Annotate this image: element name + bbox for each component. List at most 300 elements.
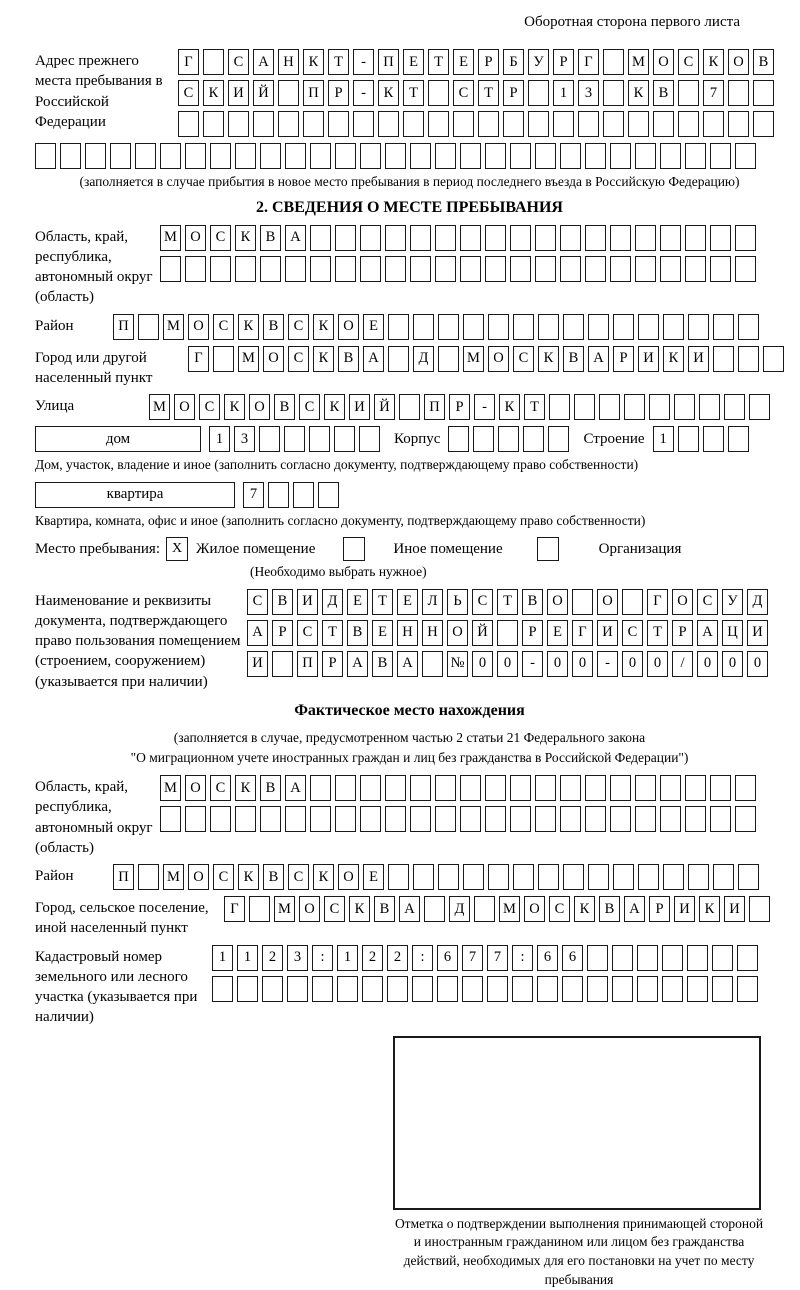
char-cell[interactable] xyxy=(260,143,281,169)
char-cell[interactable]: О xyxy=(672,589,693,615)
char-cell[interactable]: С xyxy=(288,864,309,890)
char-cell[interactable] xyxy=(235,143,256,169)
char-cell[interactable]: Т xyxy=(403,80,424,106)
char-cell[interactable] xyxy=(428,111,449,137)
char-cell[interactable] xyxy=(138,864,159,890)
char-cell[interactable]: 0 xyxy=(747,651,768,677)
char-cell[interactable] xyxy=(728,80,749,106)
char-cell[interactable]: В xyxy=(522,589,543,615)
char-cell[interactable] xyxy=(735,256,756,282)
char-cell[interactable]: М xyxy=(463,346,484,372)
char-cell[interactable]: М xyxy=(163,314,184,340)
char-cell[interactable] xyxy=(660,225,681,251)
char-cell[interactable]: В xyxy=(272,589,293,615)
char-cell[interactable]: О xyxy=(547,589,568,615)
char-cell[interactable] xyxy=(310,225,331,251)
char-cell[interactable] xyxy=(678,80,699,106)
char-cell[interactable]: № xyxy=(447,651,468,677)
char-cell[interactable] xyxy=(259,426,280,452)
char-cell[interactable]: В xyxy=(372,651,393,677)
char-cell[interactable]: Т xyxy=(322,620,343,646)
char-cell[interactable] xyxy=(660,143,681,169)
char-cell[interactable]: Е xyxy=(397,589,418,615)
char-cell[interactable]: И xyxy=(688,346,709,372)
char-cell[interactable]: К xyxy=(313,346,334,372)
char-cell[interactable] xyxy=(635,143,656,169)
char-cell[interactable] xyxy=(334,426,355,452)
char-cell[interactable]: О xyxy=(174,394,195,420)
char-cell[interactable] xyxy=(360,256,381,282)
char-cell[interactable] xyxy=(622,589,643,615)
char-cell[interactable] xyxy=(285,143,306,169)
char-cell[interactable] xyxy=(399,394,420,420)
char-cell[interactable] xyxy=(285,256,306,282)
char-cell[interactable]: М xyxy=(274,896,295,922)
char-cell[interactable] xyxy=(763,346,784,372)
char-cell[interactable] xyxy=(585,143,606,169)
char-cell[interactable]: М xyxy=(628,49,649,75)
char-cell[interactable]: О xyxy=(249,394,270,420)
char-cell[interactable] xyxy=(160,806,181,832)
char-cell[interactable]: 7 xyxy=(243,482,264,508)
char-cell[interactable] xyxy=(310,143,331,169)
char-cell[interactable] xyxy=(360,806,381,832)
char-cell[interactable]: О xyxy=(597,589,618,615)
char-cell[interactable]: С xyxy=(697,589,718,615)
char-cell[interactable] xyxy=(110,143,131,169)
char-cell[interactable] xyxy=(422,651,443,677)
char-cell[interactable]: К xyxy=(238,864,259,890)
char-cell[interactable]: О xyxy=(338,864,359,890)
char-cell[interactable]: Н xyxy=(422,620,443,646)
char-cell[interactable] xyxy=(712,976,733,1002)
char-cell[interactable]: 6 xyxy=(562,945,583,971)
char-cell[interactable]: 0 xyxy=(497,651,518,677)
char-cell[interactable] xyxy=(585,806,606,832)
char-cell[interactable] xyxy=(268,482,289,508)
char-cell[interactable] xyxy=(435,256,456,282)
char-cell[interactable]: О xyxy=(338,314,359,340)
char-cell[interactable] xyxy=(713,346,734,372)
char-cell[interactable]: Е xyxy=(372,620,393,646)
char-cell[interactable]: 1 xyxy=(212,945,233,971)
char-cell[interactable] xyxy=(285,806,306,832)
char-cell[interactable]: С xyxy=(199,394,220,420)
char-cell[interactable]: - xyxy=(353,80,374,106)
char-cell[interactable] xyxy=(437,976,458,1002)
char-cell[interactable]: К xyxy=(699,896,720,922)
char-cell[interactable] xyxy=(462,976,483,1002)
char-cell[interactable]: Е xyxy=(547,620,568,646)
char-cell[interactable]: С xyxy=(297,620,318,646)
char-cell[interactable] xyxy=(538,314,559,340)
char-cell[interactable]: 0 xyxy=(647,651,668,677)
char-cell[interactable]: 0 xyxy=(697,651,718,677)
char-cell[interactable]: Й xyxy=(253,80,274,106)
char-cell[interactable] xyxy=(460,256,481,282)
char-cell[interactable]: 1 xyxy=(337,945,358,971)
char-cell[interactable]: М xyxy=(149,394,170,420)
char-cell[interactable] xyxy=(488,864,509,890)
char-cell[interactable] xyxy=(635,225,656,251)
char-cell[interactable] xyxy=(278,80,299,106)
char-cell[interactable]: И xyxy=(747,620,768,646)
char-cell[interactable] xyxy=(185,143,206,169)
char-cell[interactable]: 3 xyxy=(234,426,255,452)
char-cell[interactable] xyxy=(318,482,339,508)
char-cell[interactable] xyxy=(478,111,499,137)
char-cell[interactable]: О xyxy=(188,314,209,340)
char-cell[interactable]: М xyxy=(163,864,184,890)
char-cell[interactable]: В xyxy=(338,346,359,372)
char-cell[interactable]: Р xyxy=(449,394,470,420)
char-cell[interactable] xyxy=(410,775,431,801)
char-cell[interactable] xyxy=(699,394,720,420)
char-cell[interactable] xyxy=(613,314,634,340)
char-cell[interactable]: В xyxy=(260,775,281,801)
char-cell[interactable] xyxy=(703,111,724,137)
char-cell[interactable] xyxy=(728,111,749,137)
char-cell[interactable]: К xyxy=(313,864,334,890)
char-cell[interactable] xyxy=(587,976,608,1002)
char-cell[interactable] xyxy=(488,314,509,340)
char-cell[interactable]: В xyxy=(263,864,284,890)
char-cell[interactable] xyxy=(735,143,756,169)
char-cell[interactable] xyxy=(359,426,380,452)
char-cell[interactable] xyxy=(710,806,731,832)
char-cell[interactable]: В xyxy=(374,896,395,922)
char-cell[interactable] xyxy=(435,806,456,832)
char-cell[interactable] xyxy=(312,976,333,1002)
char-cell[interactable] xyxy=(388,346,409,372)
char-cell[interactable]: Р xyxy=(649,896,670,922)
char-cell[interactable] xyxy=(560,256,581,282)
char-cell[interactable]: И xyxy=(724,896,745,922)
char-cell[interactable] xyxy=(710,775,731,801)
char-cell[interactable]: К xyxy=(499,394,520,420)
char-cell[interactable]: И xyxy=(247,651,268,677)
char-cell[interactable]: В xyxy=(563,346,584,372)
char-cell[interactable]: В xyxy=(263,314,284,340)
char-cell[interactable]: 0 xyxy=(547,651,568,677)
char-cell[interactable] xyxy=(435,775,456,801)
char-cell[interactable] xyxy=(660,775,681,801)
char-cell[interactable] xyxy=(735,775,756,801)
char-cell[interactable]: К xyxy=(663,346,684,372)
char-cell[interactable] xyxy=(335,806,356,832)
char-cell[interactable]: К xyxy=(235,225,256,251)
char-cell[interactable] xyxy=(753,111,774,137)
char-cell[interactable] xyxy=(212,976,233,1002)
char-cell[interactable]: 3 xyxy=(287,945,308,971)
char-cell[interactable]: С xyxy=(472,589,493,615)
char-cell[interactable]: С xyxy=(210,225,231,251)
char-cell[interactable]: : xyxy=(312,945,333,971)
char-cell[interactable] xyxy=(487,976,508,1002)
char-cell[interactable] xyxy=(574,394,595,420)
char-cell[interactable] xyxy=(360,225,381,251)
char-cell[interactable] xyxy=(610,775,631,801)
char-cell[interactable]: В xyxy=(347,620,368,646)
char-cell[interactable]: 1 xyxy=(653,426,674,452)
char-cell[interactable] xyxy=(360,143,381,169)
char-cell[interactable]: П xyxy=(113,864,134,890)
char-cell[interactable]: Л xyxy=(422,589,443,615)
char-cell[interactable]: С xyxy=(213,314,234,340)
char-cell[interactable]: Т xyxy=(478,80,499,106)
char-cell[interactable] xyxy=(388,314,409,340)
char-cell[interactable]: - xyxy=(353,49,374,75)
char-cell[interactable] xyxy=(178,111,199,137)
char-cell[interactable] xyxy=(660,806,681,832)
char-cell[interactable] xyxy=(510,143,531,169)
char-cell[interactable] xyxy=(60,143,81,169)
char-cell[interactable]: 1 xyxy=(209,426,230,452)
char-cell[interactable] xyxy=(710,143,731,169)
char-cell[interactable] xyxy=(249,896,270,922)
char-cell[interactable] xyxy=(287,976,308,1002)
char-cell[interactable] xyxy=(235,806,256,832)
char-cell[interactable]: Й xyxy=(472,620,493,646)
char-cell[interactable]: О xyxy=(188,864,209,890)
checkbox-inoe[interactable] xyxy=(343,537,365,561)
char-cell[interactable]: Р xyxy=(522,620,543,646)
char-cell[interactable]: : xyxy=(412,945,433,971)
char-cell[interactable] xyxy=(35,143,56,169)
char-cell[interactable] xyxy=(523,426,544,452)
char-cell[interactable]: И xyxy=(638,346,659,372)
char-cell[interactable] xyxy=(624,394,645,420)
char-cell[interactable]: С xyxy=(288,314,309,340)
char-cell[interactable] xyxy=(310,256,331,282)
char-cell[interactable] xyxy=(413,864,434,890)
char-cell[interactable]: К xyxy=(203,80,224,106)
char-cell[interactable]: А xyxy=(397,651,418,677)
char-cell[interactable]: Н xyxy=(278,49,299,75)
char-cell[interactable]: М xyxy=(238,346,259,372)
char-cell[interactable]: П xyxy=(303,80,324,106)
char-cell[interactable] xyxy=(210,256,231,282)
char-cell[interactable]: О xyxy=(653,49,674,75)
char-cell[interactable]: Е xyxy=(347,589,368,615)
char-cell[interactable] xyxy=(385,256,406,282)
char-cell[interactable] xyxy=(463,864,484,890)
char-cell[interactable] xyxy=(309,426,330,452)
char-cell[interactable] xyxy=(310,775,331,801)
char-cell[interactable] xyxy=(553,111,574,137)
char-cell[interactable] xyxy=(585,256,606,282)
char-cell[interactable]: Г xyxy=(647,589,668,615)
char-cell[interactable] xyxy=(728,426,749,452)
char-cell[interactable] xyxy=(703,426,724,452)
char-cell[interactable] xyxy=(724,394,745,420)
char-cell[interactable] xyxy=(337,976,358,1002)
char-cell[interactable] xyxy=(272,651,293,677)
char-cell[interactable]: О xyxy=(185,775,206,801)
char-cell[interactable] xyxy=(710,256,731,282)
char-cell[interactable]: К xyxy=(538,346,559,372)
char-cell[interactable]: К xyxy=(224,394,245,420)
char-cell[interactable]: И xyxy=(297,589,318,615)
char-cell[interactable] xyxy=(637,945,658,971)
char-cell[interactable] xyxy=(335,225,356,251)
char-cell[interactable] xyxy=(387,976,408,1002)
char-cell[interactable] xyxy=(662,976,683,1002)
checkbox-zhiloe[interactable]: X xyxy=(166,537,188,561)
char-cell[interactable] xyxy=(413,314,434,340)
char-cell[interactable]: А xyxy=(285,775,306,801)
char-cell[interactable] xyxy=(428,80,449,106)
char-cell[interactable] xyxy=(687,976,708,1002)
char-cell[interactable] xyxy=(535,256,556,282)
char-cell[interactable]: О xyxy=(728,49,749,75)
char-cell[interactable] xyxy=(610,806,631,832)
char-cell[interactable] xyxy=(474,896,495,922)
char-cell[interactable]: Д xyxy=(322,589,343,615)
char-cell[interactable]: Г xyxy=(224,896,245,922)
char-cell[interactable] xyxy=(687,945,708,971)
char-cell[interactable] xyxy=(549,394,570,420)
char-cell[interactable] xyxy=(448,426,469,452)
char-cell[interactable]: - xyxy=(474,394,495,420)
char-cell[interactable] xyxy=(485,806,506,832)
char-cell[interactable] xyxy=(685,225,706,251)
char-cell[interactable] xyxy=(510,806,531,832)
char-cell[interactable]: В xyxy=(653,80,674,106)
char-cell[interactable] xyxy=(460,775,481,801)
char-cell[interactable] xyxy=(535,143,556,169)
char-cell[interactable]: М xyxy=(160,225,181,251)
char-cell[interactable] xyxy=(635,256,656,282)
char-cell[interactable] xyxy=(603,49,624,75)
char-cell[interactable]: К xyxy=(703,49,724,75)
char-cell[interactable]: М xyxy=(160,775,181,801)
char-cell[interactable] xyxy=(460,225,481,251)
char-cell[interactable]: Б xyxy=(503,49,524,75)
char-cell[interactable] xyxy=(612,976,633,1002)
char-cell[interactable] xyxy=(738,346,759,372)
char-cell[interactable] xyxy=(463,314,484,340)
char-cell[interactable]: В xyxy=(260,225,281,251)
char-cell[interactable] xyxy=(438,314,459,340)
char-cell[interactable]: С xyxy=(178,80,199,106)
char-cell[interactable] xyxy=(738,314,759,340)
char-cell[interactable]: - xyxy=(522,651,543,677)
char-cell[interactable] xyxy=(660,256,681,282)
char-cell[interactable]: Р xyxy=(328,80,349,106)
char-cell[interactable] xyxy=(138,314,159,340)
char-cell[interactable] xyxy=(503,111,524,137)
char-cell[interactable] xyxy=(685,143,706,169)
char-cell[interactable] xyxy=(410,256,431,282)
char-cell[interactable] xyxy=(253,111,274,137)
char-cell[interactable]: Г xyxy=(572,620,593,646)
char-cell[interactable] xyxy=(237,976,258,1002)
char-cell[interactable] xyxy=(362,976,383,1002)
char-cell[interactable]: С xyxy=(513,346,534,372)
char-cell[interactable]: Г xyxy=(188,346,209,372)
char-cell[interactable] xyxy=(210,806,231,832)
char-cell[interactable] xyxy=(260,256,281,282)
char-cell[interactable] xyxy=(662,945,683,971)
char-cell[interactable] xyxy=(588,864,609,890)
char-cell[interactable] xyxy=(587,945,608,971)
char-cell[interactable]: К xyxy=(324,394,345,420)
char-cell[interactable]: С xyxy=(299,394,320,420)
char-cell[interactable]: К xyxy=(303,49,324,75)
char-cell[interactable]: 2 xyxy=(387,945,408,971)
char-cell[interactable] xyxy=(560,225,581,251)
char-cell[interactable] xyxy=(385,806,406,832)
char-cell[interactable]: 1 xyxy=(553,80,574,106)
char-cell[interactable] xyxy=(753,80,774,106)
char-cell[interactable]: В xyxy=(753,49,774,75)
char-cell[interactable] xyxy=(612,945,633,971)
char-cell[interactable] xyxy=(510,775,531,801)
char-cell[interactable]: 0 xyxy=(572,651,593,677)
char-cell[interactable]: П xyxy=(113,314,134,340)
char-cell[interactable]: - xyxy=(597,651,618,677)
char-cell[interactable] xyxy=(585,225,606,251)
char-cell[interactable]: Р xyxy=(672,620,693,646)
char-cell[interactable]: С xyxy=(213,864,234,890)
char-cell[interactable]: 0 xyxy=(622,651,643,677)
char-cell[interactable]: В xyxy=(599,896,620,922)
char-cell[interactable] xyxy=(713,314,734,340)
char-cell[interactable] xyxy=(228,111,249,137)
char-cell[interactable]: И xyxy=(674,896,695,922)
char-cell[interactable]: С xyxy=(324,896,345,922)
char-cell[interactable]: А xyxy=(399,896,420,922)
char-cell[interactable]: А xyxy=(697,620,718,646)
char-cell[interactable]: Е xyxy=(363,314,384,340)
char-cell[interactable] xyxy=(563,864,584,890)
char-cell[interactable] xyxy=(310,806,331,832)
char-cell[interactable] xyxy=(562,976,583,1002)
char-cell[interactable] xyxy=(563,314,584,340)
char-cell[interactable] xyxy=(412,976,433,1002)
char-cell[interactable] xyxy=(485,225,506,251)
char-cell[interactable]: Е xyxy=(453,49,474,75)
char-cell[interactable] xyxy=(513,314,534,340)
char-cell[interactable] xyxy=(438,864,459,890)
char-cell[interactable]: А xyxy=(247,620,268,646)
char-cell[interactable]: 2 xyxy=(262,945,283,971)
char-cell[interactable]: Д xyxy=(449,896,470,922)
char-cell[interactable] xyxy=(185,806,206,832)
char-cell[interactable] xyxy=(528,111,549,137)
char-cell[interactable] xyxy=(410,225,431,251)
char-cell[interactable] xyxy=(638,864,659,890)
char-cell[interactable] xyxy=(653,111,674,137)
char-cell[interactable]: : xyxy=(512,945,533,971)
char-cell[interactable] xyxy=(278,111,299,137)
char-cell[interactable] xyxy=(260,806,281,832)
char-cell[interactable] xyxy=(663,314,684,340)
char-cell[interactable] xyxy=(360,775,381,801)
char-cell[interactable] xyxy=(485,775,506,801)
char-cell[interactable] xyxy=(335,256,356,282)
char-cell[interactable]: Т xyxy=(524,394,545,420)
char-cell[interactable]: В xyxy=(274,394,295,420)
char-cell[interactable]: Т xyxy=(372,589,393,615)
char-cell[interactable] xyxy=(713,864,734,890)
char-cell[interactable] xyxy=(688,314,709,340)
char-cell[interactable] xyxy=(578,111,599,137)
char-cell[interactable] xyxy=(749,394,770,420)
char-cell[interactable]: К xyxy=(574,896,595,922)
char-cell[interactable] xyxy=(749,896,770,922)
